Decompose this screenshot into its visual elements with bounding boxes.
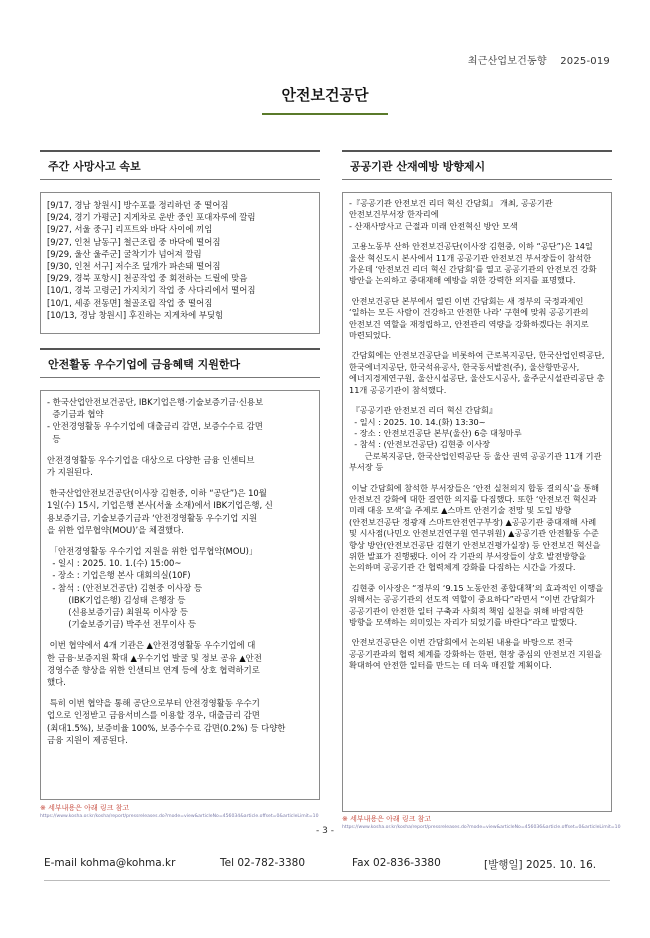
issue-number: 2025-019: [560, 56, 610, 67]
footer-divider: [44, 880, 610, 881]
public-paragraph: 고용노동부 산하 안전보건공단(이사장 김현중, 이하 “공단”)은 14일 울산 혁신도시 본사에서 11개 공공기관 안전보건 부서장들이 참석한 가운데 ‘안전보건 리더 혁신 간담회’를 열고 공공기관의 안전보건 강화 방안을 논의하고 중대재해 예방을 위한 강력한 의지를 표명했다.: [349, 241, 600, 286]
spacer: [47, 478, 313, 487]
weekly-item: [9/29, 울산 울주군] 굴착기가 넘어져 깔림: [47, 248, 202, 259]
weekly-list: [40, 192, 320, 334]
weekly-item: [9/29, 경북 포항시] 천공작업 중 회전하는 드릴에 맞음: [47, 273, 248, 284]
weekly-item: [9/24, 경기 가평군] 지게차로 운반 중인 포대자루에 깔림: [47, 212, 256, 223]
finance-article: [40, 390, 320, 800]
finance-line: 경영수준 향상을 위한 인센티브 연계 등에 상호 협력하기로: [47, 664, 260, 675]
finance-line: (신용보증기금) 최원목 이사장 등: [47, 607, 188, 618]
footer-email[interactable]: E-mail kohma@kohma.kr: [44, 857, 176, 869]
public-note: ※ 세부내용은 아래 링크 참고: [342, 815, 432, 823]
finance-line: - 안전경영활동 우수기업에 대출금리 감면, 보증수수료 감면: [47, 421, 263, 432]
finance-line: 을 위한 업무협약(MOU)’을 체결했다.: [47, 524, 184, 535]
finance-line: 이번 협약에서 4개 기관은 ▲안전경영활동 우수기업에 대: [47, 640, 256, 651]
finance-line: 가 지원된다.: [47, 467, 93, 478]
public-paragraph: 안전보건공단 본부에서 열린 이번 간담회는 새 정부의 국정과제인 ‘일하는 모든 사람이 건강하고 안전한 나라’ 구현에 맞춰 공공기관의 안전보건 역할을 재정립하고, 안전관리 역량을 강화하겠다는 취지로 마련되었다.: [349, 295, 592, 341]
header-series: [468, 52, 610, 67]
public-article: [342, 192, 612, 812]
finance-line: (최대1.5%), 보증비율 100%, 보증수수료 감면(0.2%) 등 다양한: [47, 722, 286, 733]
weekly-item: [9/27, 서울 중구] 리프트와 바닥 사이에 끼임: [47, 224, 213, 235]
public-paragraph: 이날 간담회에 참석한 부서장들은 ‘안전 실천의지 합동 결의식’을 통해 안전보건 강화에 대한 결연한 의지를 다짐했다. 또한 ‘안전보건 혁신과 미래 대응 모색’을 주제로 ▲스마트 안전기술 전망 및 도입 방향(안전보건공단 정광재 스마트안전연구부장) ▲공공기관 중대재해 사례 및 시사점(나민오 안전보건연구원 연구위원) ▲공공기관 안전활동 수준 향상 방안(안전보건공단 김현기 안전보건평가실장) 등 안전보건 혁신을 위한 발표가 진행됐다. 이어 각 기관의 부서장들이 상호 발전방향을 논의하며 공공기관 간 협력체계 강화를 다짐하는 시간을 가졌다.: [349, 482, 603, 573]
finance-line: (IBK기업은행) 김성태 은행장 등: [47, 594, 186, 605]
weekly-item: [9/30, 인천 서구] 저수조 덮개가 파손돼 떨어짐: [47, 261, 221, 272]
finance-line: 증기금과 협약: [47, 409, 104, 420]
finance-heading: 안전활동 우수기업에 금융혜택 지원한다: [40, 348, 320, 378]
spacer: [47, 445, 313, 454]
spacer: [47, 688, 313, 697]
finance-line: - 장소 : 기업은행 본사 대회의실(10F): [47, 570, 191, 581]
finance-line: 1일(수) 15시, 기업은행 본사(서울 소재)에서 IBK기업은행, 신: [47, 500, 273, 511]
finance-line: 용보증기금, 기술보증기금과 ‘안전경영활동 우수기업 지원: [47, 512, 258, 523]
weekly-item: [10/13, 경남 창원시] 후진하는 지게차에 부딪힘: [47, 309, 224, 320]
finance-line: 등: [47, 433, 61, 444]
finance-line: 특히 이번 협약을 통해 공단으로부터 안전경영활동 우수기: [47, 698, 260, 709]
finance-line: (기술보증기금) 박주선 전무이사 등: [47, 619, 197, 630]
page-title: 안전보건공단: [262, 84, 389, 115]
public-paragraph: 『공공기관 안전보건 리더 혁신 간담회』 - 일시 : 2025. 10. 14.(화) 13:30~ - 장소 : 안전보건공단 본부(울산) 6층 대청마루 - 참석 : (안전보건공단) 김현중 이사장 근로복지공단, 한국산업인력공단 등 울산 권역 공공기관 11개 기관 부서장 등: [349, 405, 602, 473]
spacer: [47, 536, 313, 545]
weekly-item: [10/1, 경북 고령군] 가지치기 작업 중 사다리에서 떨어짐: [47, 285, 256, 296]
finance-line: 「안전경영활동 우수기업 지원을 위한 업무협약(MOU)」: [47, 546, 258, 557]
finance-line: 금융 지원이 제공된다.: [47, 734, 128, 745]
finance-line: 업으로 인정받고 금융서비스를 이용할 경우, 대출금리 감면: [47, 710, 260, 721]
weekly-item: [9/17, 경남 창원시] 방수포를 정리하던 중 떨어짐: [47, 200, 229, 210]
footer-issued: [발행일] 2025. 10. 16.: [484, 859, 597, 871]
finance-line: - 한국산업안전보건공단, IBK기업은행·기술보증기금·신용보: [47, 397, 264, 407]
weekly-heading: 주간 사망사고 속보: [40, 150, 320, 180]
weekly-item: [9/27, 인천 남동구] 철근조립 중 바닥에 떨어짐: [47, 236, 221, 247]
finance-line: 한 금융·보증지원 확대 ▲우수기업 발굴 및 정보 공유 ▲안전: [47, 652, 262, 663]
public-paragraph: -『공공기관 안전보건 리더 혁신 간담회』 개최, 공공기관 안전보건부서장 한자리에 - 산재사망사고 근절과 미래 안전혁신 방안 모색: [349, 198, 553, 231]
finance-link[interactable]: https://www.kosha.or.kr/kosha/report/pressreleases.do?mode=view&articleNo=456034&article.offset=0&articleLimit=10: [40, 814, 319, 819]
footer-fax: Fax 02-836-3380: [352, 857, 441, 869]
finance-note: ※ 세부내용은 아래 링크 참고: [40, 804, 130, 812]
public-link[interactable]: https://www.kosha.or.kr/kosha/report/pressreleases.do?mode=view&articleNo=456036&article.offset=0&articleLimit=10: [342, 825, 621, 830]
public-paragraph: 김현중 이사장은 “정부의 ‘9.15 노동안전 종합대책’의 효과적인 이행을 위해서는 공공기관의 선도적 역할이 중요하다”라면서 “이번 간담회가 공공기관이 안전한 일터 구축과 사회적 책임 실천을 위해 바람직한 방향을 모색하는 의미있는 자리가 되었기를 바란다”라고 말했다.: [349, 582, 606, 627]
finance-line: 한국산업안전보건공단(이사장 김현중, 이하 “공단”)은 10월: [47, 488, 267, 499]
footer-tel: Tel 02-782-3380: [220, 857, 306, 869]
public-heading: 공공기관 산재예방 방향제시: [342, 150, 612, 180]
finance-line: 했다.: [47, 677, 66, 688]
finance-line: - 참석 : (안전보건공단) 김현중 이사장 등: [47, 582, 203, 593]
title-wrap: [0, 84, 650, 115]
page-number: - 3 -: [316, 826, 334, 836]
finance-line: 안전경영활동 우수기업을 대상으로 다양한 금융 인센티브: [47, 454, 255, 465]
finance-line: - 일시 : 2025. 10. 1.(수) 15:00~: [47, 558, 182, 569]
public-paragraph: 안전보건공단은 이번 간담회에서 논의된 내용을 바탕으로 전국 공공기관과의 협력 체계를 강화하는 한편, 현장 중심의 안전보건 지원을 확대하여 안전한 일터를 만드는 데 더욱 매진할 계획이다.: [349, 637, 605, 671]
weekly-item: [10/1, 세종 전동면] 철골조립 작업 중 떨어짐: [47, 297, 213, 308]
spacer: [47, 630, 313, 639]
series-title: 최근산업보건동향: [467, 56, 547, 67]
public-paragraph: 간담회에는 안전보건공단을 비롯하여 근로복지공단, 한국산업인력공단, 한국에너지공단, 한국석유공사, 한국동서발전(주), 울산항만공사, 에너지경제연구원, 울산시설공단, 울산도시공사, 울주군시설관리공단 총 11개 공공기관이 참석했다.: [349, 350, 608, 395]
